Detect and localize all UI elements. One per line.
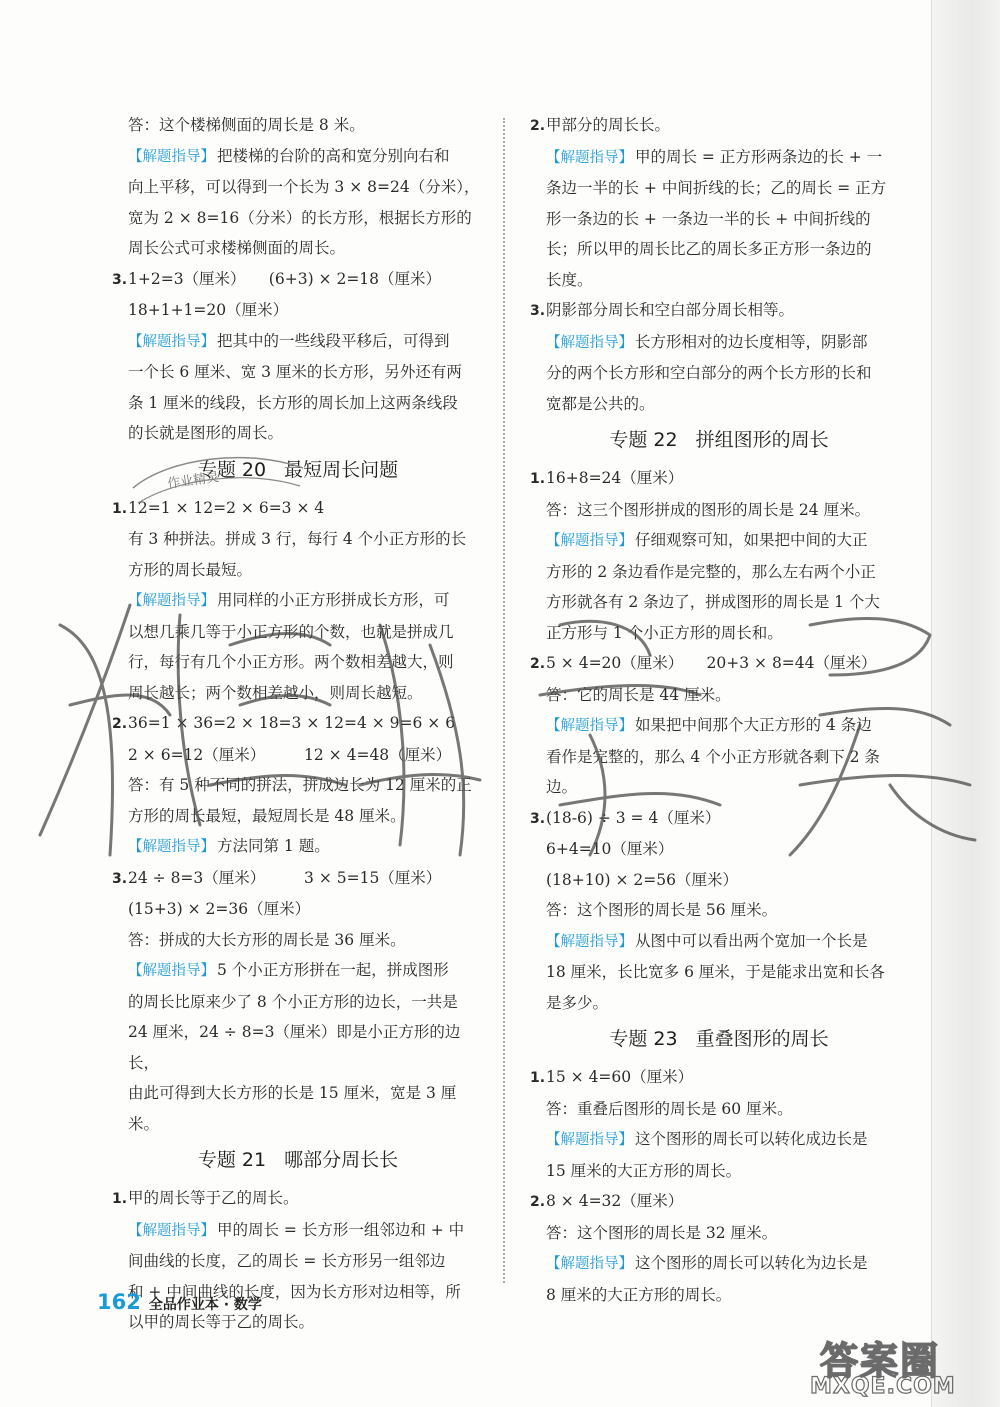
text-line — [530, 865, 908, 896]
question-number: 1. — [530, 471, 546, 487]
line-text: 行，每行有几个小正方形。两个数相差越大，则 — [128, 653, 454, 671]
line-text: 看作是完整的，那么 4 个小正方形就各剩下 2 条边。 — [546, 747, 880, 796]
tip-line — [112, 141, 484, 173]
text-line — [112, 647, 484, 678]
text-line — [530, 204, 908, 235]
section-heading — [112, 453, 484, 487]
tip-line — [112, 585, 484, 617]
section-heading — [530, 1022, 908, 1056]
text-line — [530, 587, 908, 618]
question-line — [112, 863, 484, 895]
question-line — [530, 648, 908, 680]
tip-line — [112, 955, 484, 987]
text-line — [530, 957, 908, 988]
right-column — [530, 110, 908, 1310]
tip-label: 【解题指导】 — [128, 839, 215, 855]
text-line — [112, 894, 484, 925]
text-line — [112, 295, 484, 326]
tip-line — [112, 831, 484, 863]
question-number: 1. — [530, 1070, 546, 1086]
tip-label: 【解题指导】 — [546, 533, 633, 549]
line-text: 这个图形的周长可以转化为边长是 — [635, 1254, 868, 1272]
line-text: (18+10) × 2=56（厘米） — [546, 870, 738, 889]
logo-text-bottom: MXQE.COM — [810, 1374, 956, 1399]
line-text: 答：这个图形的周长是 56 厘米。 — [546, 901, 778, 919]
line-text: 阴影部分周长和空白部分周长相等。 — [546, 301, 795, 319]
section-number: 专题 21 — [197, 1149, 267, 1171]
line-text: 的周长比原来少了 8 个小正方形的边长，一共是 — [128, 992, 458, 1011]
text-line — [530, 895, 908, 926]
question-line — [530, 463, 908, 495]
page-number: 162 — [97, 1290, 141, 1314]
line-text: (15+3) × 2=36（厘米） — [128, 900, 311, 918]
text-line — [112, 770, 484, 801]
logo-text-top: 答案圈 — [820, 1339, 941, 1383]
line-text: 15 × 4=60（厘米） — [546, 1068, 694, 1086]
line-text: 方形的周长最短，最短周长是 48 厘米。 — [128, 806, 406, 825]
text-line — [530, 1156, 908, 1187]
tip-label: 【解题指导】 — [128, 593, 215, 609]
tip-label: 【解题指导】 — [128, 1222, 215, 1239]
line-text: 15 厘米的大正方形的周长。 — [546, 1161, 742, 1180]
line-text: 答：这三个图形拼成的图形的周长是 24 厘米。 — [546, 500, 871, 519]
question-number: 3. — [530, 303, 546, 319]
question-line — [530, 295, 908, 327]
line-text: 有 3 种拼法。拼成 3 行，每行 4 个小正方形的长 — [128, 530, 467, 548]
tip-label: 【解题指导】 — [546, 334, 633, 351]
tip-label: 【解题指导】 — [546, 1132, 633, 1148]
text-line — [112, 357, 484, 388]
text-line — [530, 358, 908, 389]
section-number: 专题 20 — [197, 458, 267, 481]
line-text: 5 个小正方形拼在一起，拼成图形 — [217, 961, 449, 979]
tip-line — [112, 326, 484, 358]
section-title: 重叠图形的周长 — [695, 1028, 829, 1050]
line-text: 间曲线的长度，乙的周长 = 长方形另一组邻边 — [128, 1252, 446, 1270]
question-line — [112, 493, 484, 525]
tip-label: 【解题指导】 — [128, 333, 215, 350]
page-edge — [931, 0, 1000, 1407]
line-text: 8 厘米的大正方形的周长。 — [546, 1285, 732, 1304]
tip-label: 【解题指导】 — [128, 148, 215, 165]
line-text: 答：它的周长是 44 厘米。 — [546, 685, 731, 704]
line-text: 从图中可以看出两个宽加一个长是 — [635, 931, 868, 950]
line-text: 长方形相对的边长度相等，阴影部 — [635, 332, 868, 351]
text-line — [530, 495, 908, 526]
line-text: 以甲的周长等于乙的周长。 — [128, 1313, 315, 1331]
left-column — [112, 110, 484, 1338]
tip-label: 【解题指导】 — [546, 718, 633, 734]
line-text: 如果把中间那个大正方形的 4 条边 — [635, 716, 872, 734]
line-text: 甲的周长 = 正方形两条边的长 + 一 — [635, 147, 883, 166]
line-text: 和 + 中间曲线的长度，因为长方形对边相等，所 — [128, 1282, 461, 1301]
text-line — [112, 801, 484, 832]
line-text: 5 × 4=20（厘米） 20+3 × 8=44（厘米） — [546, 654, 877, 672]
text-line — [112, 925, 484, 956]
text-line — [112, 1246, 484, 1277]
line-text: 把其中的一些线段平移后，可得到 — [217, 331, 450, 350]
line-text: 6+4=10（厘米） — [546, 840, 674, 858]
question-number: 1. — [112, 500, 128, 517]
section-heading — [112, 1143, 484, 1177]
line-text: 宽都是公共的。 — [546, 394, 655, 413]
section-number: 专题 22 — [609, 429, 678, 451]
column-divider — [503, 118, 505, 1283]
text-line — [112, 555, 484, 586]
line-text: 仔细观察可知，如果把中间的大正 — [635, 531, 868, 549]
question-line — [112, 264, 484, 296]
question-number: 2. — [112, 716, 128, 732]
text-line — [112, 1078, 484, 1139]
text-line — [530, 1218, 908, 1249]
tip-label: 【解题指导】 — [128, 963, 215, 979]
question-line — [112, 708, 484, 740]
line-text: 甲的周长 = 长方形一组邻边和 + 中 — [217, 1220, 465, 1239]
line-text: 向上平移，可以得到一个长为 3 × 8=24（分米）， — [128, 178, 480, 196]
text-line — [530, 389, 908, 420]
tip-line — [530, 1124, 908, 1156]
line-text: 方形的周长最短。 — [128, 560, 253, 579]
text-line — [530, 173, 908, 204]
line-text: 以想几乘几等于小正方形的个数，也就是拼成几 — [128, 622, 454, 641]
line-text: 18 厘米，长比宽多 6 厘米，于是能求出宽和长各 — [546, 963, 885, 981]
section-title: 拼组图形的周长 — [695, 429, 829, 451]
line-text: 周长公式可求楼梯侧面的周长。 — [128, 239, 346, 257]
answer-line — [112, 110, 484, 141]
text-line — [112, 617, 484, 648]
line-text: 条边一半的长 + 中间折线的长；乙的周长 = 正方 — [546, 179, 887, 197]
question-line — [530, 803, 908, 835]
question-number: 3. — [112, 870, 128, 887]
line-text: 方形就各有 2 条边了，拼成图形的周长是 1 个大 — [546, 593, 880, 611]
line-text: 正方形与 1 个小正方形的周长和。 — [546, 623, 783, 642]
line-text: 形一条边的长 + 一条边一半的长 + 中间折线的 — [546, 209, 871, 228]
text-line — [112, 203, 484, 234]
question-number: 2. — [530, 656, 546, 672]
question-line — [530, 110, 908, 142]
line-text: 方法同第 1 题。 — [217, 837, 330, 855]
line-text: 答：拼成的大长方形的周长是 36 厘米。 — [128, 930, 406, 949]
stamp-text: 作业精灵 — [166, 469, 221, 492]
line-text: 8 × 4=32（厘米） — [546, 1192, 684, 1210]
text-line — [112, 388, 484, 419]
line-text: 答：这个图形的周长是 32 厘米。 — [546, 1223, 778, 1242]
line-text: 甲的周长等于乙的周长。 — [128, 1189, 299, 1207]
text-line — [530, 618, 908, 649]
tip-line — [530, 327, 908, 359]
tip-label: 【解题指导】 — [546, 1256, 633, 1272]
line-text: (18-6) ÷ 3 = 4（厘米） — [546, 808, 721, 827]
text-line — [530, 680, 908, 711]
tip-line — [530, 926, 908, 958]
question-line — [530, 1186, 908, 1218]
line-text: 18+1+1=20（厘米） — [128, 301, 289, 319]
text-line — [530, 742, 908, 803]
line-text: 宽为 2 × 8=16（分米）的长方形，根据长方形的 — [128, 208, 472, 227]
line-text: 周长越长；两个数相差越小，则周长越短。 — [128, 683, 423, 702]
line-text: 答：这个楼梯侧面的周长是 8 米。 — [128, 116, 365, 134]
line-text: 的长就是图形的周长。 — [128, 424, 284, 442]
tip-label: 【解题指导】 — [546, 149, 633, 166]
line-text: 答：重叠后图形的周长是 60 厘米。 — [546, 1099, 793, 1118]
tip-label: 【解题指导】 — [546, 933, 633, 950]
section-title: 哪部分周长长 — [284, 1149, 399, 1171]
text-line — [112, 172, 484, 203]
text-line — [112, 418, 484, 449]
text-line — [530, 1280, 908, 1311]
line-text: 条 1 厘米的线段，长方形的周长加上这两条线段 — [128, 393, 458, 412]
text-line — [530, 234, 908, 265]
tip-line — [530, 142, 908, 174]
text-line — [112, 1017, 484, 1078]
book-title: 全品作业本 · 数学 — [148, 1297, 262, 1313]
text-line — [112, 740, 484, 771]
line-text: 甲部分的周长长。 — [546, 116, 671, 134]
question-number: 2. — [530, 118, 546, 134]
line-text: 24 厘米，24 ÷ 8=3（厘米）即是小正方形的边长， — [128, 1023, 461, 1072]
tip-line — [530, 525, 908, 557]
section-title: 最短周长问题 — [284, 458, 399, 481]
text-line — [112, 987, 484, 1018]
line-text: 16+8=24（厘米） — [546, 469, 684, 487]
text-line — [530, 1094, 908, 1125]
question-line — [530, 1062, 908, 1094]
text-line — [112, 524, 484, 555]
question-number: 2. — [530, 1194, 546, 1210]
line-text: 长度。 — [546, 270, 593, 289]
line-text: 把楼梯的台阶的高和宽分别向右和 — [217, 146, 450, 165]
tip-line — [112, 1215, 484, 1247]
text-line — [530, 265, 908, 296]
text-line — [112, 678, 484, 709]
line-text: 1+2=3（厘米） (6+3) × 2=18（厘米） — [128, 269, 442, 288]
text-line — [112, 233, 484, 264]
tip-line — [530, 1248, 908, 1280]
question-number: 3. — [530, 810, 546, 827]
section-heading — [530, 423, 908, 457]
text-line — [530, 834, 908, 865]
text-line — [530, 988, 908, 1019]
line-text: 答：有 5 种不同的拼法，拼成边长为 12 厘米的正 — [128, 776, 472, 794]
line-text: 长；所以甲的周长比乙的周长多正方形一条边的 — [546, 240, 872, 258]
line-text: 这个图形的周长可以转化成边长是 — [635, 1130, 868, 1148]
line-text: 是多少。 — [546, 993, 609, 1012]
line-text: 12=1 × 12=2 × 6=3 × 4 — [128, 498, 325, 517]
section-number: 专题 23 — [609, 1028, 678, 1050]
question-line — [112, 1183, 484, 1215]
line-text: 由此可得到大长方形的长是 15 厘米，宽是 3 厘米。 — [128, 1084, 457, 1133]
line-text: 分的两个长方形和空白部分的两个长方形的长和 — [546, 364, 872, 382]
line-text: 24 ÷ 8=3（厘米） 3 × 5=15（厘米） — [128, 868, 442, 887]
question-number: 1. — [112, 1191, 128, 1207]
line-text: 用同样的小正方形拼成长方形，可 — [217, 591, 450, 609]
text-line — [530, 557, 908, 588]
question-number: 3. — [112, 271, 128, 288]
tip-line — [530, 710, 908, 742]
line-text: 方形的 2 条边看作是完整的，那么左右两个小正 — [546, 562, 876, 581]
page-footer — [97, 1290, 262, 1314]
line-text: 2 × 6=12（厘米） 12 × 4=48（厘米） — [128, 745, 452, 764]
line-text: 一个长 6 厘米、宽 3 厘米的长方形，另外还有两 — [128, 363, 462, 381]
line-text: 36=1 × 36=2 × 18=3 × 12=4 × 9=6 × 6 — [128, 714, 456, 732]
